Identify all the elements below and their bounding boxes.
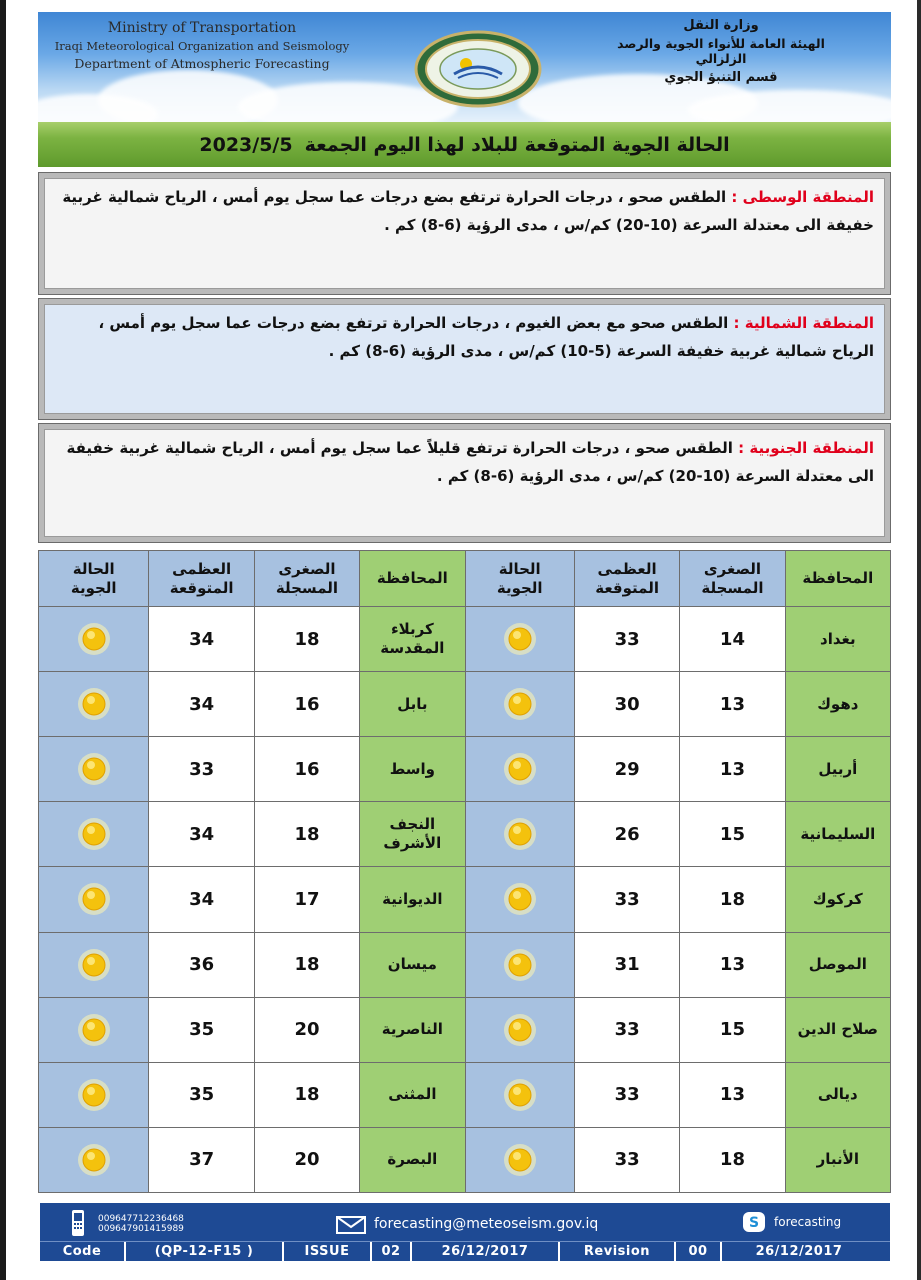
weather-cell — [465, 802, 574, 867]
table-row — [39, 1127, 891, 1192]
sun-icon — [77, 752, 111, 786]
ministry-name-ar: وزارة النقل — [683, 18, 759, 33]
header-english-block — [52, 20, 352, 71]
code-value: (QP-12-F15 ) — [126, 1242, 284, 1261]
province-cell: الديوانية — [360, 867, 465, 932]
max-temp-cell: 34 — [149, 867, 254, 932]
table-row — [39, 997, 891, 1062]
sun-icon — [77, 882, 111, 916]
max-temp-cell: 35 — [149, 997, 254, 1062]
region-north-name: المنطقة الشمالية : — [733, 314, 874, 332]
weather-cell — [465, 932, 574, 997]
province-cell: بابل — [360, 672, 465, 737]
forecast-title: الحالة الجوية المتوقعة للبلاد لهذا اليوم الجمعة — [304, 133, 730, 156]
organization-name-ar: الهيئة العامة للأنواء الجوية والرصد الزلزالي — [617, 36, 825, 66]
province-cell: كربلاء المقدسة — [360, 607, 465, 672]
organization-logo-icon — [414, 30, 542, 108]
skype-handle[interactable]: forecasting — [774, 1215, 842, 1229]
revision-date: 26/12/2017 — [755, 1244, 843, 1259]
email-address[interactable]: forecasting@meteoseism.gov.iq — [374, 1216, 599, 1232]
table-row — [39, 672, 891, 737]
max-temp-cell: 33 — [574, 607, 679, 672]
province-cell: أربيل — [785, 737, 890, 802]
province-cell: الأنبار — [785, 1127, 890, 1192]
sun-icon — [503, 752, 537, 786]
min-temp-cell: 18 — [254, 1062, 359, 1127]
skype-icon — [742, 1211, 766, 1233]
max-temp-cell: 34 — [149, 672, 254, 737]
weather-cell — [39, 867, 149, 932]
sun-icon — [77, 687, 111, 721]
region-south-text: الطقس صحو ، درجات الحرارة ترتفع قليلاً عما سجل يوم أمس ، الرياح شمالية غربية خفيفة الى معتدلة السرعة (10-20) كم/س ، مدى الرؤية (6-8) كم . — [66, 439, 874, 485]
min-temp-cell: 15 — [680, 997, 785, 1062]
min-temp-cell: 18 — [254, 932, 359, 997]
region-south-box — [38, 423, 891, 543]
province-cell: صلاح الدين — [785, 997, 890, 1062]
phone-2: 009647901415989 — [98, 1224, 184, 1234]
sun-icon — [503, 1078, 537, 1112]
min-temp-cell: 13 — [680, 932, 785, 997]
max-temp-cell: 29 — [574, 737, 679, 802]
max-temp-cell: 31 — [574, 932, 679, 997]
table-row — [39, 607, 891, 672]
max-temp-cell: 36 — [149, 932, 254, 997]
sun-icon — [503, 817, 537, 851]
min-temp-cell: 18 — [254, 802, 359, 867]
table-row — [39, 802, 891, 867]
province-cell: بغداد — [785, 607, 890, 672]
province-cell: واسط — [360, 737, 465, 802]
table-row — [39, 737, 891, 802]
min-temp-cell: 17 — [254, 867, 359, 932]
max-temp-cell: 33 — [574, 867, 679, 932]
sun-icon — [503, 687, 537, 721]
header-weather: الحالة الجوية — [465, 551, 574, 607]
province-cell: البصرة — [360, 1127, 465, 1192]
min-temp-cell: 15 — [680, 802, 785, 867]
header-min: الصغرى المسجلة — [254, 551, 359, 607]
footer — [40, 1203, 890, 1261]
weather-cell — [39, 737, 149, 802]
code-label: Code — [40, 1242, 126, 1261]
revision-label: Revision — [560, 1242, 676, 1261]
min-temp-cell: 20 — [254, 1127, 359, 1192]
issue-date: 26/12/2017 — [412, 1242, 560, 1261]
sun-icon — [503, 1013, 537, 1047]
table-row — [39, 932, 891, 997]
weather-cell — [465, 997, 574, 1062]
issue-label: ISSUE — [284, 1242, 372, 1261]
header-arabic-block — [591, 18, 851, 85]
min-temp-cell: 18 — [254, 607, 359, 672]
header-max: العظمى المتوقعة — [149, 551, 254, 607]
max-temp-cell: 33 — [574, 1127, 679, 1192]
table-row — [39, 1062, 891, 1127]
province-cell: ميسان — [360, 932, 465, 997]
province-cell: السليمانية — [785, 802, 890, 867]
phone-numbers — [98, 1214, 184, 1234]
min-temp-cell: 13 — [680, 737, 785, 802]
max-temp-cell: 26 — [574, 802, 679, 867]
province-cell: المثنى — [360, 1062, 465, 1127]
min-temp-cell: 16 — [254, 672, 359, 737]
sun-icon — [77, 948, 111, 982]
min-temp-cell: 18 — [680, 867, 785, 932]
forecast-title-bar — [38, 122, 891, 167]
min-temp-cell: 16 — [254, 737, 359, 802]
weather-cell — [39, 672, 149, 737]
max-temp-cell: 34 — [149, 607, 254, 672]
sun-icon — [503, 882, 537, 916]
document-code-bar — [40, 1241, 890, 1261]
header-province: المحافظة — [360, 551, 465, 607]
header-min: الصغرى المسجلة — [680, 551, 785, 607]
sun-icon — [77, 1013, 111, 1047]
page-left-edge — [0, 0, 6, 1280]
forecast-date: 2023/5/5 — [199, 133, 293, 156]
weather-cell — [465, 737, 574, 802]
weather-cell — [39, 802, 149, 867]
region-central-name: المنطقة الوسطى : — [731, 188, 874, 206]
max-temp-cell: 33 — [574, 997, 679, 1062]
max-temp-cell: 33 — [574, 1062, 679, 1127]
max-temp-cell: 34 — [149, 802, 254, 867]
svg-text:S: S — [748, 1215, 760, 1231]
max-temp-cell: 33 — [149, 737, 254, 802]
table-row — [39, 867, 891, 932]
sun-icon — [77, 1078, 111, 1112]
weather-cell — [39, 932, 149, 997]
province-cell: النجف الأشرف — [360, 802, 465, 867]
min-temp-cell: 18 — [680, 1127, 785, 1192]
ministry-name-en: Ministry of Transportation — [107, 20, 297, 36]
sun-icon — [77, 622, 111, 656]
envelope-icon — [336, 1216, 366, 1234]
sun-icon — [77, 1143, 111, 1177]
province-cell: الناصرية — [360, 997, 465, 1062]
page-right-edge — [917, 0, 921, 1280]
weather-cell — [465, 607, 574, 672]
forecast-table — [38, 550, 891, 1193]
phone-1: 009647712236468 — [98, 1214, 184, 1224]
max-temp-cell: 30 — [574, 672, 679, 737]
weather-cell — [39, 1062, 149, 1127]
region-south-name: المنطقة الجنوبية : — [738, 439, 874, 457]
weather-cell — [465, 1062, 574, 1127]
sun-icon — [503, 1143, 537, 1177]
province-cell: دهوك — [785, 672, 890, 737]
min-temp-cell: 20 — [254, 997, 359, 1062]
region-central-text: الطقس صحو ، درجات الحرارة ترتفع بضع درجات عما سجل يوم أمس ، الرياح شمالية غربية خفيفة الى معتدلة السرعة (10-20) كم/س ، مدى الرؤية (6-8) كم . — [62, 188, 874, 234]
weather-cell — [465, 867, 574, 932]
revision-number: 00 — [676, 1242, 722, 1261]
region-north-text: الطقس صحو مع بعض الغيوم ، درجات الحرارة ترتفع بضع درجات عما سجل يوم أمس ، الرياح شمالية غربية خفيفة السرعة (5-10) كم/س ، مدى الرؤية (6-8) كم . — [98, 314, 874, 360]
department-name-en: Department of Atmospheric Forecasting — [74, 56, 330, 71]
header-province: المحافظة — [785, 551, 890, 607]
organization-name-en: Iraqi Meteorological Organization and Seismology — [54, 39, 350, 53]
region-north-box — [38, 298, 891, 420]
sun-icon — [77, 817, 111, 851]
weather-cell — [465, 1127, 574, 1192]
header-banner — [38, 12, 891, 122]
sun-icon — [503, 622, 537, 656]
region-central-box — [38, 172, 891, 295]
phone-icon — [70, 1209, 86, 1237]
department-name-ar: قسم التنبؤ الجوي — [664, 70, 778, 85]
province-cell: كركوك — [785, 867, 890, 932]
header-weather: الحالة الجوية — [39, 551, 149, 607]
weather-cell — [39, 607, 149, 672]
min-temp-cell: 14 — [680, 607, 785, 672]
max-temp-cell: 37 — [149, 1127, 254, 1192]
min-temp-cell: 13 — [680, 672, 785, 737]
weather-cell — [465, 672, 574, 737]
province-cell: ديالى — [785, 1062, 890, 1127]
max-temp-cell: 35 — [149, 1062, 254, 1127]
issue-number: 02 — [372, 1242, 412, 1261]
table-header-row — [39, 551, 891, 607]
header-max: العظمى المتوقعة — [574, 551, 679, 607]
sun-icon — [503, 948, 537, 982]
min-temp-cell: 13 — [680, 1062, 785, 1127]
weather-cell — [39, 1127, 149, 1192]
province-cell: الموصل — [785, 932, 890, 997]
weather-cell — [39, 997, 149, 1062]
